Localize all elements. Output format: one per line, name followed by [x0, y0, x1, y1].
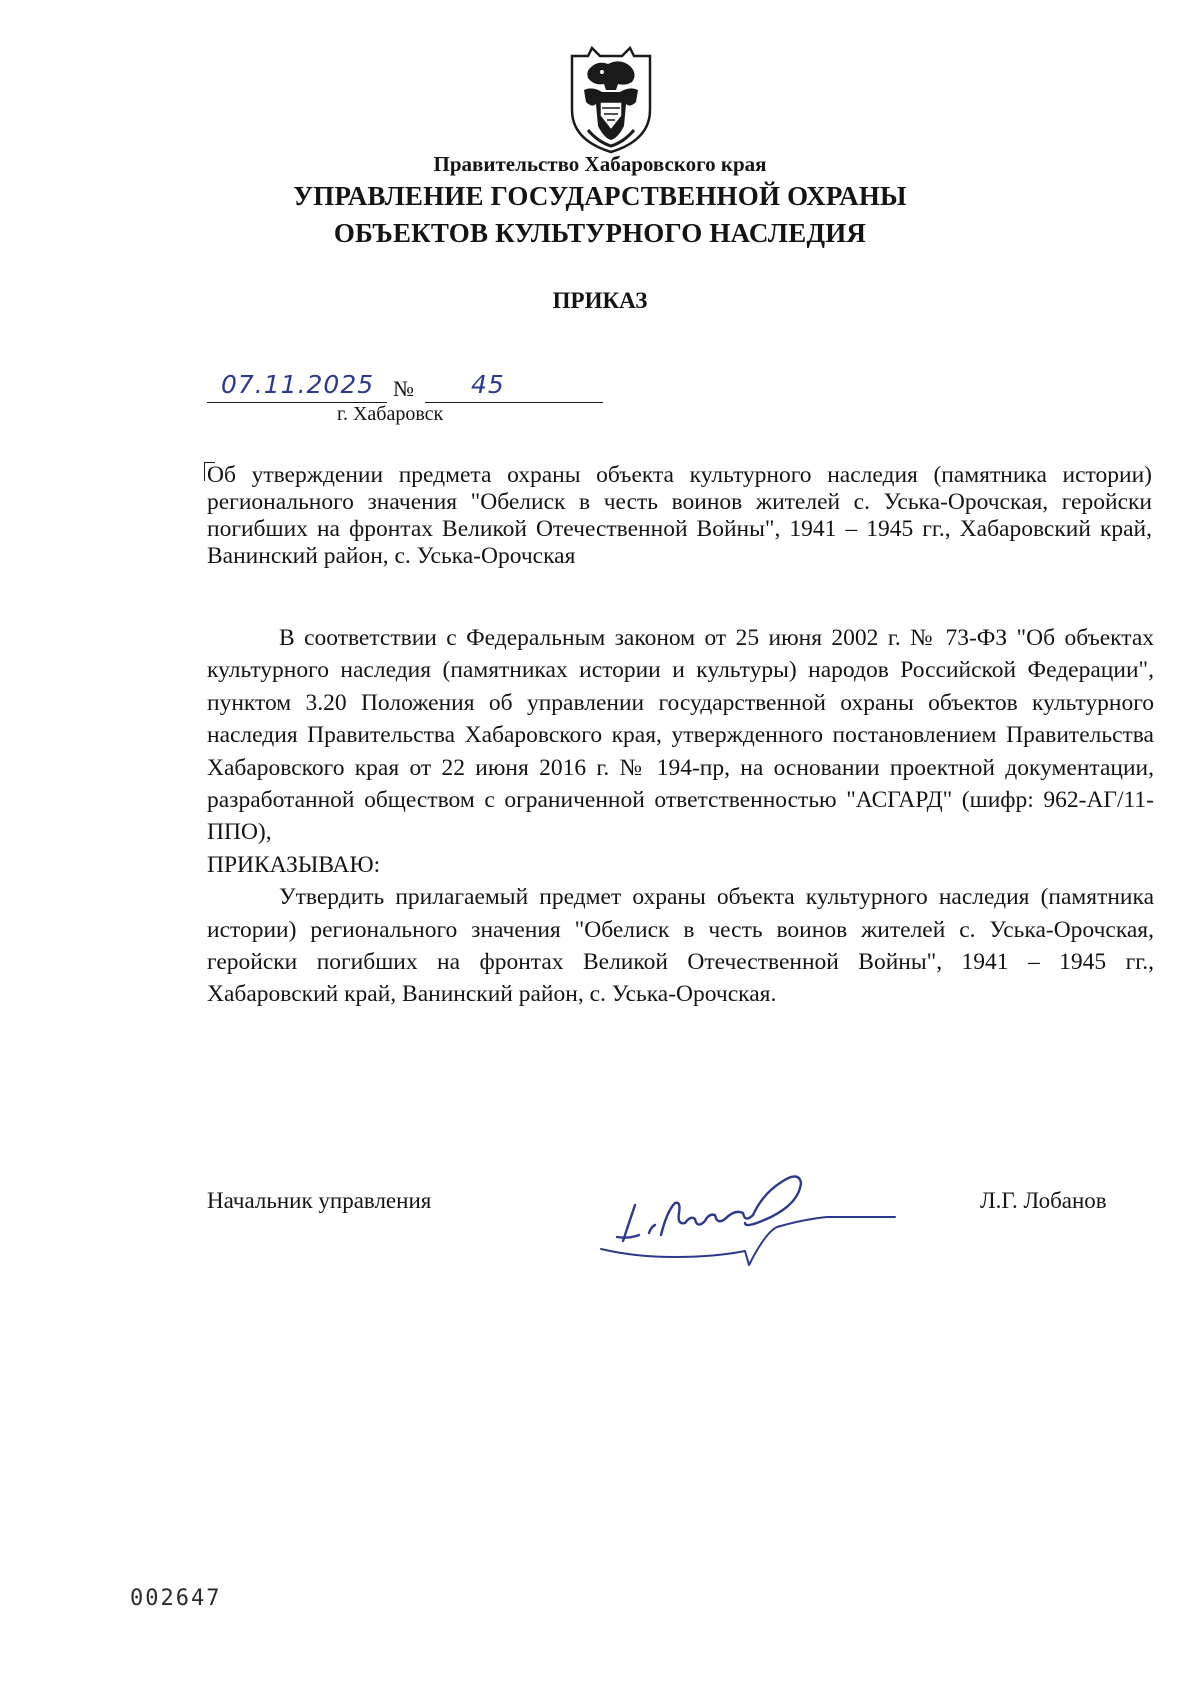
city-label: г. Хабаровск — [337, 403, 444, 425]
date-number-row — [207, 366, 607, 406]
preamble-paragraph: В соответствии с Федеральным законом от 25 июня 2002 г. № 73-ФЗ "Об объектах культурного наследия (памятниках истории и культуры) народов Российской Федерации", пунктом 3.20 Положения об управлении государственной охраны объектов культурного наследия Правительства Хабаровского края, утвержденного постановлением Правительства Хабаровского края от 22 июня 2016 г. № 194-пр, на основании проектной документации, разработанной обществом с ограниченной ответственностью "АСГАРД" (шифр: 962-АГ/11-ППО), — [207, 625, 1154, 846]
signer-name: Л.Г. Лобанов — [980, 1188, 1107, 1213]
government-name: Правительство Хабаровского края — [433, 152, 767, 176]
agency-name-line-1: УПРАВЛЕНИЕ ГОСУДАРСТВЕННОЙ ОХРАНЫ — [293, 181, 907, 211]
subject-text: Об утверждении предмета охраны объекта культурного наследия (памятника истории) регионального значения "Обелиск в честь воинов жителей с. Уська-Орочская, геройски погибших на фронтах Великой Отечественной Войны", 1941 – 1945 гг., Хабаровский край, Ванинский район, с. Уська-Орочская — [207, 462, 1152, 569]
handwritten-date: 07.11.2025 — [221, 370, 375, 399]
coat-of-arms-icon — [568, 46, 654, 154]
agency-name-line-2: ОБЪЕКТОВ КУЛЬТУРНОГО НАСЛЕДИЯ — [333, 218, 867, 248]
order-body — [207, 622, 1154, 1011]
document-type-title: ПРИКАЗ — [552, 288, 648, 313]
number-sign: № — [393, 376, 414, 401]
serial-number: 002647 — [130, 1586, 222, 1611]
order-keyword: ПРИКАЗЫВАЮ: — [207, 851, 381, 878]
handwritten-number: 45 — [471, 370, 505, 399]
handwritten-signature — [595, 1153, 905, 1278]
resolution-paragraph: Утвердить прилагаемый предмет охраны объекта культурного наследия (памятника истории) регионального значения "Обелиск в честь воинов жителей с. Уська-Орочская, геройски погибших на фронтах Великой Отечественной Войны", 1941 – 1945 гг., Хабаровский край, Ванинский район, с. Уська-Орочская. — [207, 884, 1154, 1008]
corner-bracket-mark — [204, 462, 215, 481]
signer-title: Начальник управления — [207, 1188, 432, 1213]
number-field — [425, 366, 603, 403]
date-field — [207, 366, 387, 403]
subject-block — [207, 462, 1152, 570]
